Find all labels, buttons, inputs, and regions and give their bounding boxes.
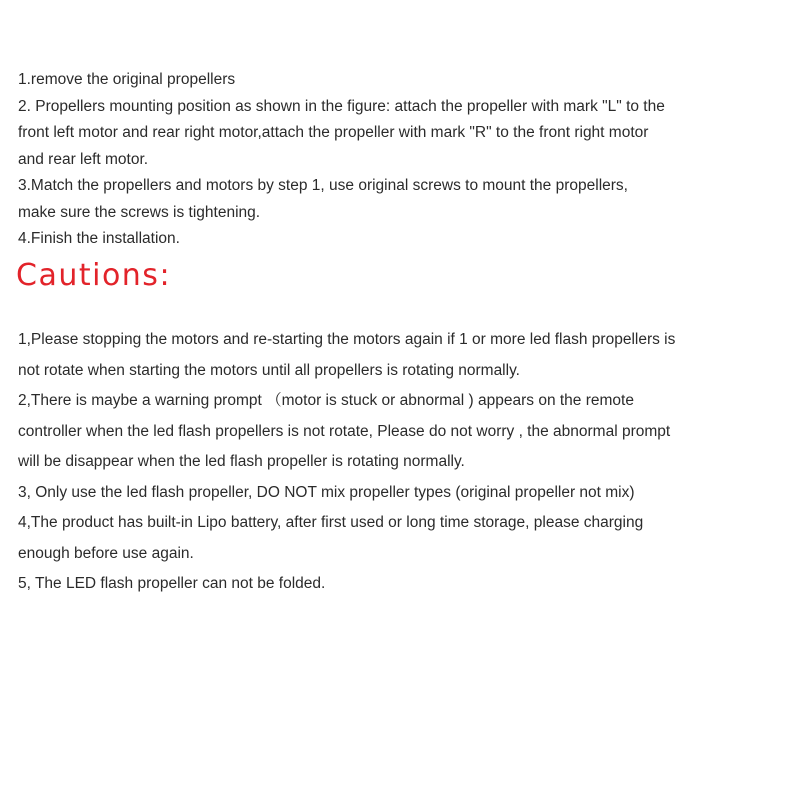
install-step-2-line-1: 2. Propellers mounting position as shown in the figure: attach the propeller with mark "L" to the xyxy=(18,97,665,115)
caution-5-line-1: 5, The LED flash propeller can not be folded. xyxy=(18,575,326,592)
caution-2-line-2: controller when the led flash propellers is not rotate, Please do not worry , the abnormal prompt xyxy=(18,422,671,440)
caution-2-line-3: will be disappear when the led flash propeller is rotating normally. xyxy=(18,453,465,470)
install-step-1-line-1: 1.remove the original propellers xyxy=(18,71,236,88)
install-step-4-line-1: 4.Finish the installation. xyxy=(18,230,180,247)
caution-1-line-2: not rotate when starting the motors until all propellers is rotating normally. xyxy=(18,361,520,379)
caution-2-line-1: 2,There is maybe a warning prompt （motor is stuck or abnormal ) appears on the remote xyxy=(18,392,634,409)
installation-steps xyxy=(18,67,793,253)
caution-4-line-1: 4,The product has built-in Lipo battery, after first used or long time storage, please charging xyxy=(18,514,644,531)
caution-4-line-2: enough before use again. xyxy=(18,544,194,562)
install-step-2-line-3: and rear left motor. xyxy=(18,150,149,168)
cautions-heading: Cautions: xyxy=(16,258,172,293)
cautions-list xyxy=(18,325,796,600)
caution-3-line-1: 3, Only use the led flash propeller, DO NOT mix propeller types (original propeller not mix) xyxy=(18,483,635,501)
install-step-3-line-1: 3.Match the propellers and motors by step 1, use original screws to mount the propellers, xyxy=(18,177,628,194)
caution-1-line-1: 1,Please stopping the motors and re-starting the motors again if 1 or more led flash propellers is xyxy=(18,331,676,348)
install-step-3-line-2: make sure the screws is tightening. xyxy=(18,203,261,221)
install-step-2-line-2: front left motor and rear right motor,attach the propeller with mark "R" to the front right motor xyxy=(18,124,649,141)
